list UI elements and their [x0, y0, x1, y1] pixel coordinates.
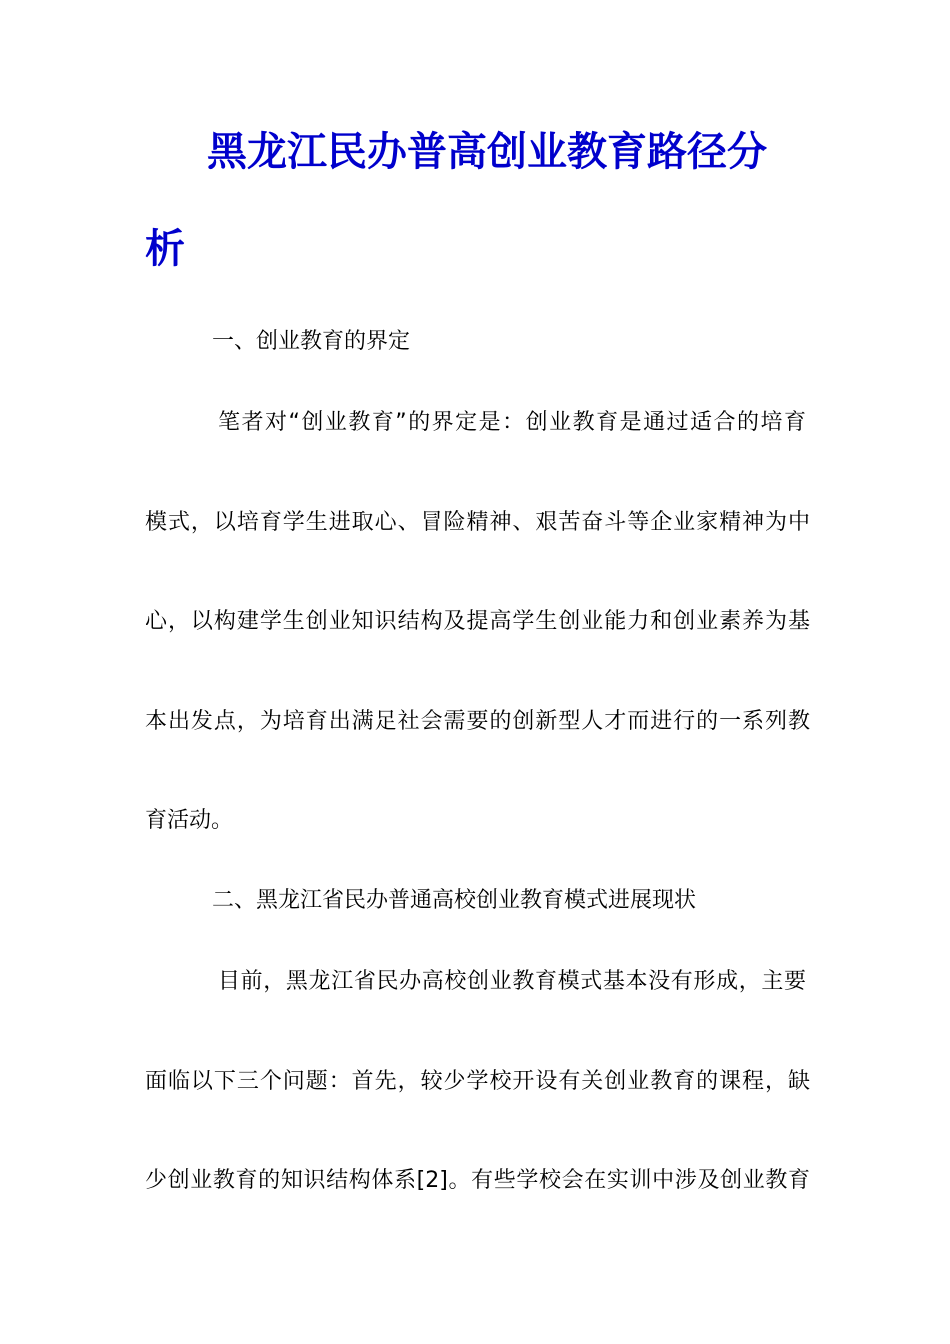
section-2-paragraph-line: 目前，黑龙江省民办高校创业教育模式基本没有形成，主要 — [218, 969, 806, 994]
section-2-paragraph-line: 面临以下三个问题：首先，较少学校开设有关创业教育的课程，缺 — [145, 1069, 810, 1094]
document-title-line-1: 黑龙江民办普高创业教育路径分 — [207, 128, 767, 175]
section-1-paragraph-line: 育活动。 — [145, 808, 234, 833]
document-title-line-2: 析 — [145, 225, 185, 272]
section-1-paragraph-line: 本出发点，为培育出满足社会需要的创新型人才而进行的一系列教 — [145, 709, 810, 734]
section-1-heading: 一、创业教育的界定 — [212, 329, 411, 354]
section-1-paragraph-line: 心，以构建学生创业知识结构及提高学生创业能力和创业素养为基 — [145, 609, 810, 634]
section-1-paragraph-line: 模式，以培育学生进取心、冒险精神、艰苦奋斗等企业家精神为中 — [145, 510, 810, 535]
section-2-paragraph-line: 少创业教育的知识结构体系[2]。有些学校会在实训中涉及创业教育 — [145, 1168, 810, 1193]
section-1-paragraph-line: 笔者对“创业教育”的界定是：创业教育是通过适合的培育 — [218, 410, 806, 435]
section-2-heading: 二、黑龙江省民办普通高校创业教育模式进展现状 — [212, 888, 697, 913]
